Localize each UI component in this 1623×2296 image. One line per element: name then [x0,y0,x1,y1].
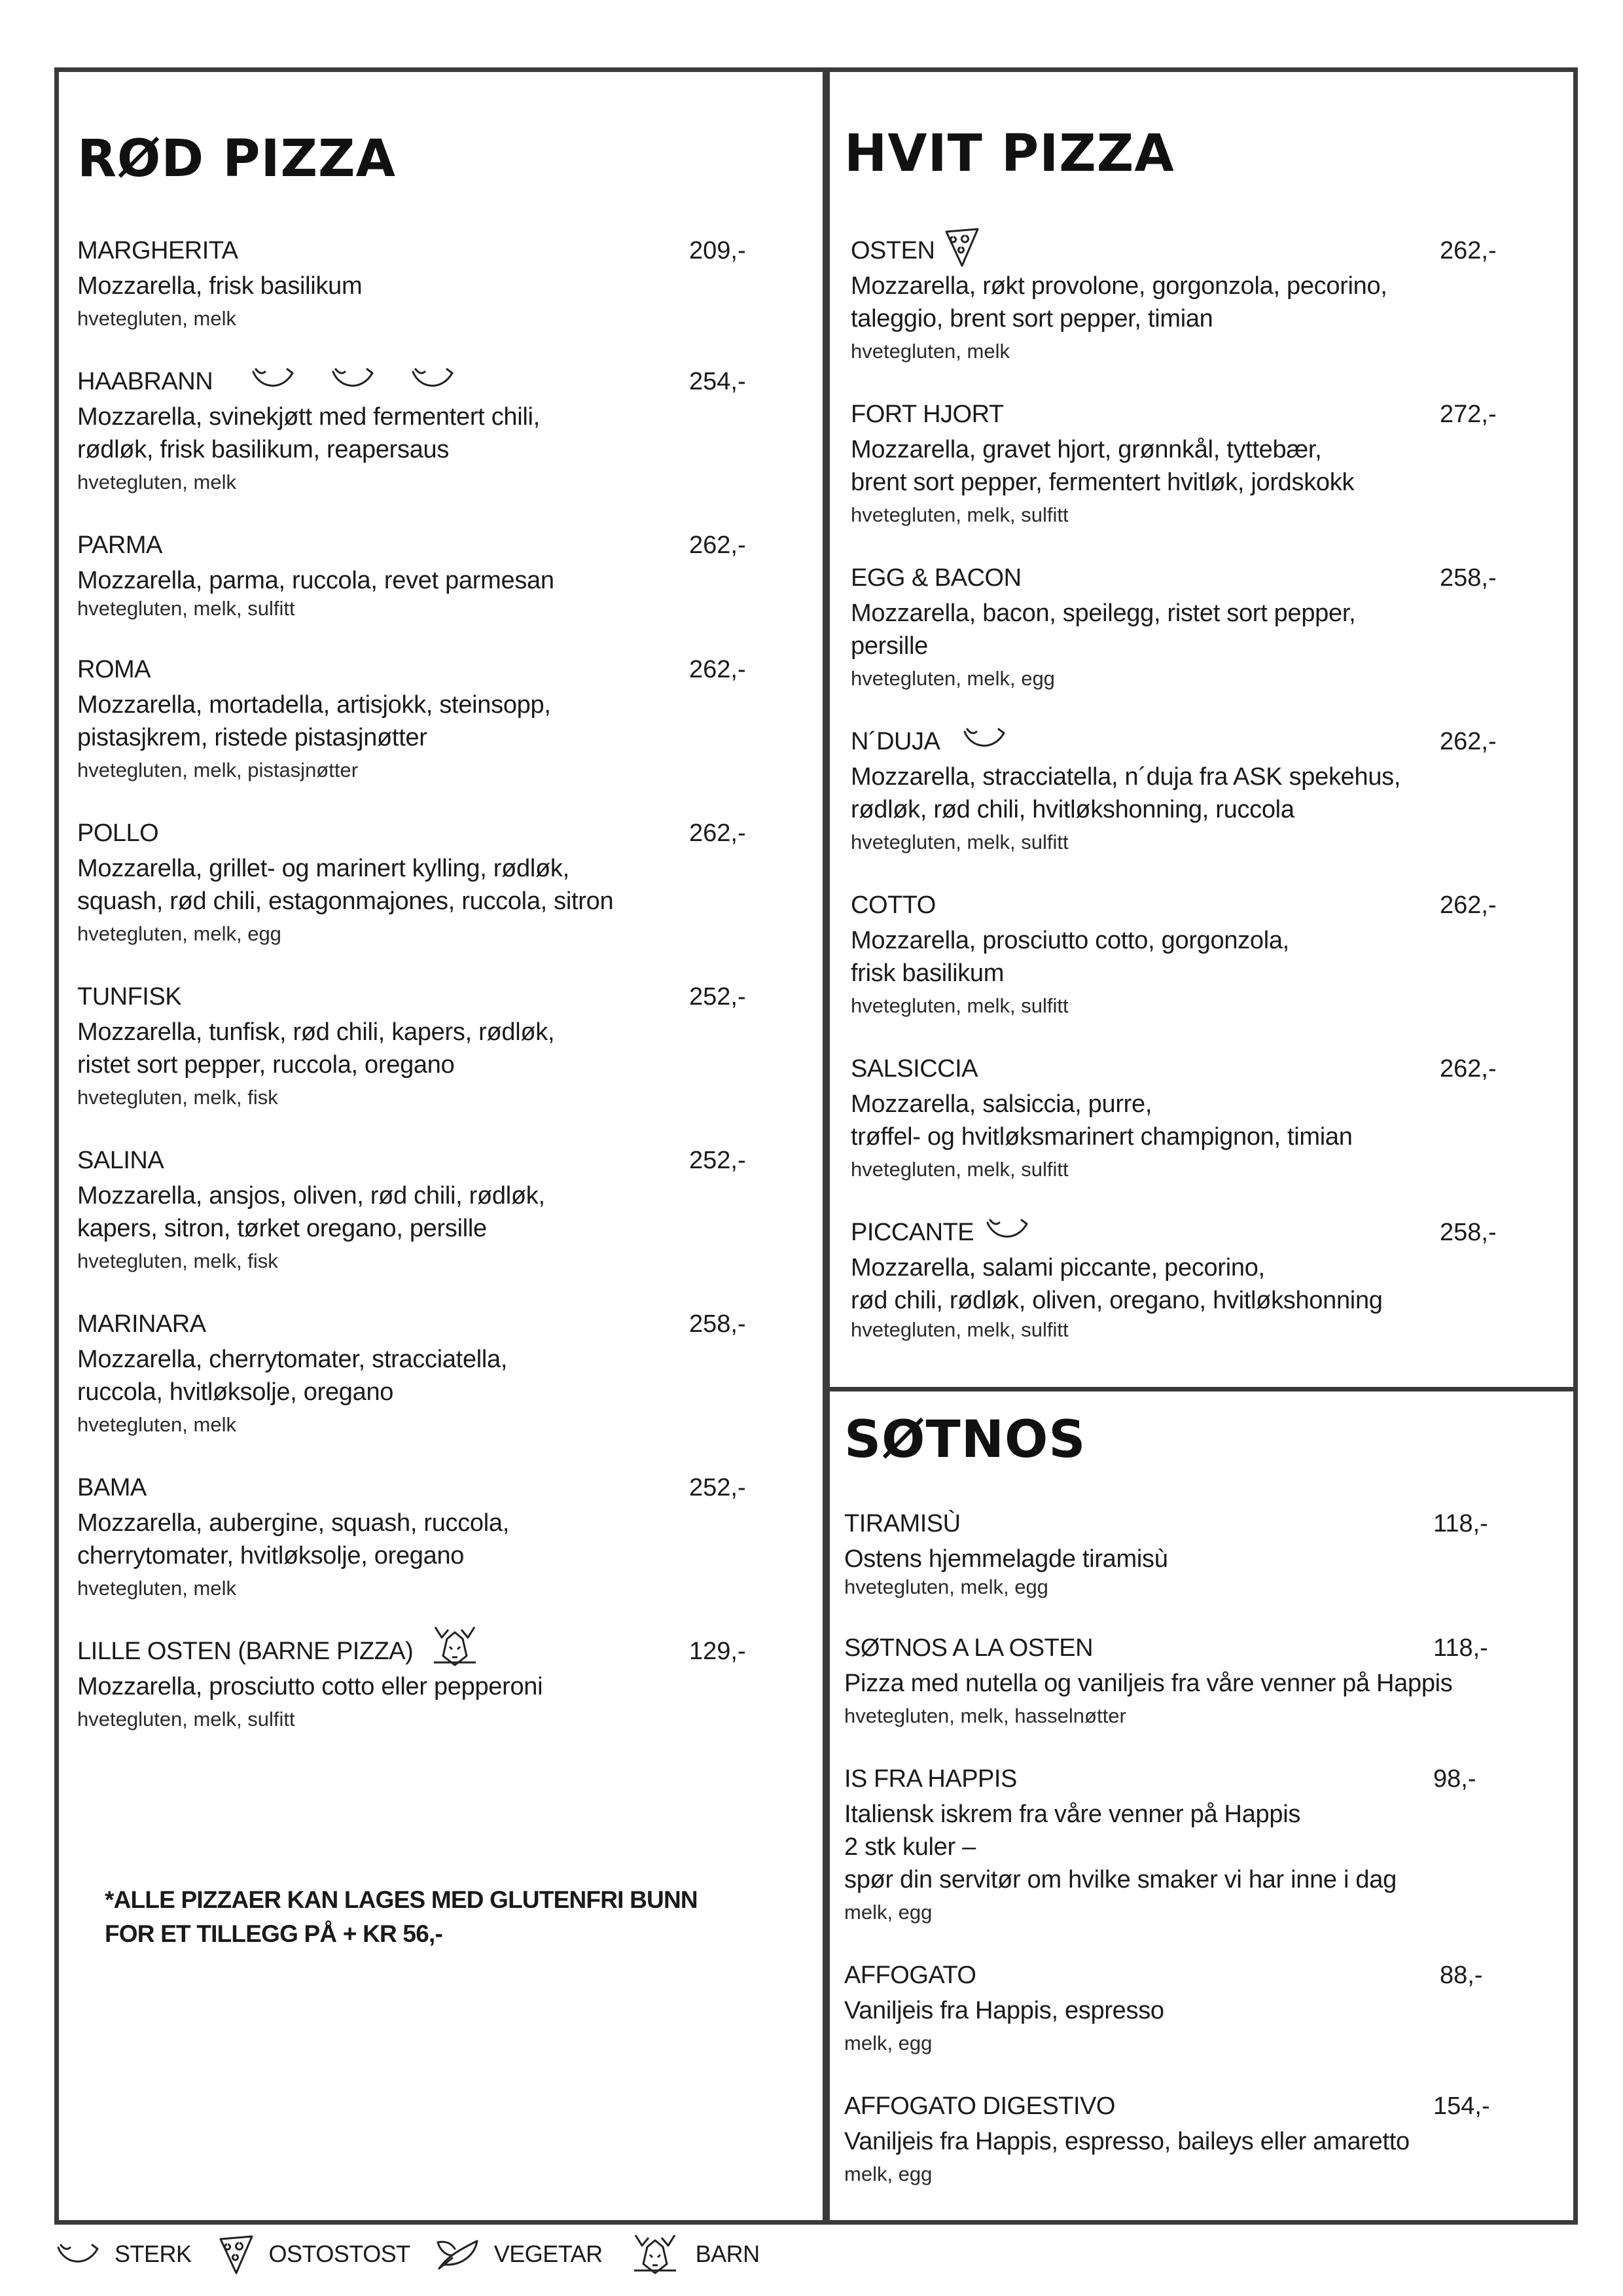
menu-item-osten [851,237,1497,368]
menu-item-marinara [77,1310,746,1441]
chili-icon [985,1213,1031,1245]
item-description: Italiensk iskrem fra våre venner på Happis 2 stk kuler – spør din servitør om hvilke smaker vi har inne i dag [844,1801,1397,1893]
item-allergens: melk, egg [844,2032,933,2054]
menu-item-nduja [851,728,1497,859]
item-price: 258,- [689,1310,746,1338]
chili-icon [56,2238,101,2270]
item-allergens: hvetegluten, melk, sulfitt [851,831,1069,853]
cheese-icon [942,225,982,268]
legend-item-barn [628,2231,760,2277]
item-description: Mozzarella, cherrytomater, stracciatella, ruccola, hvitløksolje, oregano [77,1346,508,1406]
item-price: 118,- [1433,1510,1488,1537]
leaf-icon [435,2236,481,2272]
item-description: Mozzarella, prosciutto cotto, gorgonzola, frisk basilikum [851,927,1289,987]
item-allergens: hvetegluten, melk [77,1577,236,1600]
gluten-free-note: *ALLE PIZZAER KAN LAGES MED GLUTENFRI BUNN FOR ET TILLEGG PÅ + KR 56,- [105,1886,698,1947]
item-allergens: hvetegluten, melk, egg [77,922,281,945]
item-allergens: melk, egg [844,2162,933,2185]
item-price: 254,- [689,368,746,395]
legend-label: VEGETAR [493,2240,603,2267]
item-description: Mozzarella, aubergine, squash, ruccola, cherrytomater, hvitløksolje, oregano [77,1509,509,1570]
item-price: 262,- [1440,237,1497,264]
item-allergens: hvetegluten, melk, sulfitt [851,1318,1069,1341]
dessert-title: SØTNOS [844,1410,1086,1469]
item-name: SALINA [77,1147,164,1174]
item-name: PARMA [77,531,162,559]
white-pizza-title: HVIT PIZZA [844,124,1175,183]
menu-item-fort-hjort [851,401,1497,531]
item-allergens: hvetegluten, melk, sulfitt [77,1708,295,1731]
item-name: HAABRANN [77,368,213,395]
item-price: 258,- [1440,1219,1497,1246]
legend-label: BARN [695,2240,760,2267]
item-price: 98,- [1433,1765,1476,1793]
item-name: BAMA [77,1474,147,1501]
item-name: MARGHERITA [77,237,238,264]
menu-item-egg-bacon [851,564,1497,695]
item-price: 272,- [1440,401,1497,428]
item-allergens: hvetegluten, melk, sulfitt [851,1158,1069,1181]
item-description: Mozzarella, prosciutto cotto eller pepperoni [77,1673,543,1700]
item-price: 258,- [1440,564,1497,592]
item-name: LILLE OSTEN (BARNE PIZZA) [77,1638,414,1665]
item-price: 262,- [689,656,746,683]
menu-item-margherita [77,237,746,335]
item-description: Vaniljeis fra Happis, espresso [844,1997,1164,2024]
item-name: PICCANTE [851,1219,974,1246]
item-allergens: hvetegluten, melk, pistasjnøtter [77,759,359,781]
menu-item-affogato-digestivo [844,2092,1490,2191]
item-price: 129,- [689,1638,746,1665]
item-description: Mozzarella, tunfisk, rød chili, kapers, rødløk, ristet sort pepper, ruccola, oregano [77,1018,555,1079]
menu-item-tiramisu [844,1510,1488,1599]
item-price: 252,- [689,983,746,1011]
legend-item-vegetar [435,2236,603,2272]
legend-label: OSTOSTOST [268,2240,410,2267]
menu-item-pollo [77,819,746,950]
chili-icon [330,363,376,394]
item-description: Mozzarella, frisk basilikum [77,272,363,300]
item-description: Mozzarella, ansjos, oliven, rød chili, rødløk, kapers, sitron, tørket oregano, persille [77,1182,545,1242]
item-name: TIRAMISÙ [844,1510,961,1537]
item-name: COTTO [851,891,936,919]
item-name: SØTNOS A LA OSTEN [844,1634,1094,1662]
item-allergens: hvetegluten, melk, hasselnøtter [844,1704,1126,1727]
item-name: MARINARA [77,1310,206,1338]
item-allergens: hvetegluten, melk, fisk [77,1249,278,1272]
moose-icon [628,2231,683,2277]
legend-label: STERK [115,2240,192,2267]
item-allergens: hvetegluten, melk, sulfitt [851,503,1069,526]
item-price: 262,- [1440,1055,1497,1083]
item-allergens: melk, egg [844,1901,933,1924]
moose-icon [427,1623,482,1669]
item-name: FORT HJORT [851,401,1004,428]
item-allergens: hvetegluten, melk, egg [851,667,1055,690]
menu-item-haabrann [77,368,746,499]
menu-item-roma [77,656,746,787]
chili-icon [962,723,1008,754]
item-allergens: hvetegluten, melk [77,471,236,493]
item-description: Mozzarella, salsiccia, purre, trøffel- og hvitløksmarinert champignon, timian [851,1090,1353,1151]
item-name: AFFOGATO DIGESTIVO [844,2092,1115,2120]
item-allergens: hvetegluten, melk, fisk [77,1086,278,1109]
item-name: ROMA [77,656,151,683]
menu-item-lille-osten [77,1638,746,1736]
item-description: Mozzarella, grillet- og marinert kylling, rødløk, squash, rød chili, estagonmajones, ruccola, sitron [77,855,614,915]
item-price: 154,- [1433,2092,1490,2120]
item-description: Mozzarella, parma, ruccola, revet parmesan [77,567,554,594]
item-allergens: hvetegluten, melk [77,307,236,330]
menu-item-tunfisk [77,983,746,1114]
menu-item-affogato [844,1962,1483,2060]
menu-item-is-fra-happis [844,1765,1476,1929]
item-name: SALSICCIA [851,1055,978,1083]
item-allergens: hvetegluten, melk, egg [844,1575,1048,1598]
menu-item-cotto [851,891,1497,1022]
item-name: TUNFISK [77,983,182,1011]
item-name: OSTEN [851,237,935,264]
item-name: POLLO [77,819,159,847]
item-allergens: hvetegluten, melk [77,1413,236,1436]
menu-item-parma [77,531,746,620]
item-description: Mozzarella, salami piccante, pecorino, rød chili, rødløk, oliven, oregano, hvitløkshonning [851,1254,1383,1314]
icon-legend [56,2228,785,2280]
item-description: Ostens hjemmelagde tiramisù [844,1545,1168,1573]
item-price: 262,- [689,819,746,847]
chili-icon [410,363,456,394]
legend-item-ostostost [217,2233,410,2276]
item-price: 262,- [1440,728,1497,755]
item-price: 262,- [1440,891,1497,919]
chili-icon [251,363,296,394]
item-description: Vaniljeis fra Happis, espresso, baileys eller amaretto [844,2128,1410,2155]
item-name: AFFOGATO [844,1962,976,1989]
red-pizza-title: RØD PIZZA [77,130,396,188]
item-description: Mozzarella, svinekjøtt med fermentert chili, rødløk, frisk basilikum, reapersaus [77,403,540,463]
item-price: 252,- [689,1474,746,1501]
item-name: EGG & BACON [851,564,1022,592]
menu-item-salina [77,1147,746,1278]
item-price: 88,- [1440,1962,1483,1989]
cheese-icon [217,2233,256,2276]
item-allergens: hvetegluten, melk [851,340,1010,363]
item-allergens: hvetegluten, melk, sulfitt [851,994,1069,1017]
item-description: Mozzarella, mortadella, artisjokk, steinsopp, pistasjkrem, ristede pistasjnøtter [77,691,551,751]
item-description: Pizza med nutella og vaniljeis fra våre venner på Happis [844,1670,1453,1697]
item-price: 252,- [689,1147,746,1174]
item-description: Mozzarella, stracciatella, n´duja fra ASK spekehus, rødløk, rød chili, hvitløkshonning, ruccola [851,763,1401,823]
item-price: 118,- [1433,1634,1488,1662]
item-allergens: hvetegluten, melk, sulfitt [77,597,295,620]
menu-item-piccante [851,1219,1497,1343]
menu-item-sotnos-a-la-osten [844,1634,1488,1732]
item-price: 209,- [689,237,746,264]
item-price: 262,- [689,531,746,559]
item-name: IS FRA HAPPIS [844,1765,1017,1793]
legend-item-sterk [56,2238,192,2270]
menu-item-salsiccia [851,1055,1497,1186]
item-description: Mozzarella, bacon, speilegg, ristet sort pepper, persille [851,600,1356,660]
item-description: Mozzarella, gravet hjort, grønnkål, tyttebær, brent sort pepper, fermentert hvitløk, jordskokk [851,436,1355,496]
item-name: N´DUJA [851,728,940,755]
item-description: Mozzarella, røkt provolone, gorgonzola, pecorino, taleggio, brent sort pepper, timian [851,272,1387,332]
menu-item-bama [77,1474,746,1605]
spice-level [251,363,456,394]
